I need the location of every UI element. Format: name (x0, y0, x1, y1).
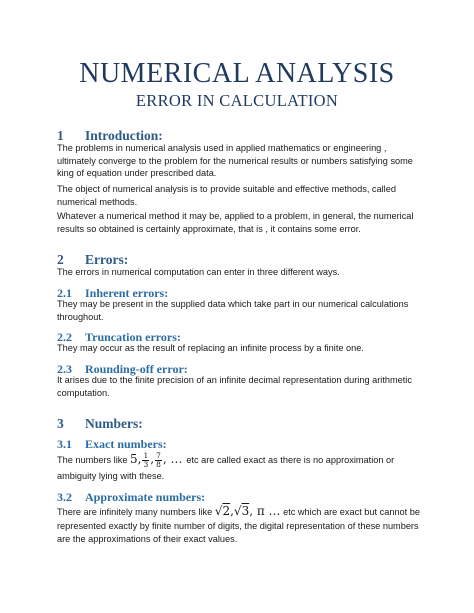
subsection-heading-approximate-numbers (57, 490, 205, 505)
fraction-numerator: 1 (143, 451, 149, 461)
subsection-title: Truncation errors: (85, 330, 181, 344)
section-number: 1 (57, 128, 64, 143)
text: etc are called exact as there is no approximation or ambiguity lying with these. (57, 455, 395, 482)
fraction-seven-eighths (155, 452, 162, 469)
paragraph: The object of numerical analysis is to provide suitable and effective methods, called numerical methods. (57, 184, 396, 207)
section-title: Introduction: (85, 128, 163, 143)
fraction-numerator: 7 (156, 451, 161, 461)
paragraph: They may occur as the result of replacing an infinite process by a finite one. (57, 343, 364, 353)
section-title: Errors: (85, 252, 129, 267)
fraction-one-third (142, 452, 149, 469)
subsection-heading-exact-numbers (57, 437, 167, 452)
fraction-denominator: 3 (143, 460, 149, 470)
document-title: NUMERICAL ANALYSIS (79, 58, 395, 89)
paragraph: They may be present in the supplied data which take part in our numerical calculations throughout. (57, 299, 409, 322)
math-pi-ellipsis: π … (256, 504, 281, 518)
paragraph: Whatever a numerical method it may be, applied to a problem, in general, the numerical results so obtained is certainly approximate, that is , it contains some error. (57, 211, 414, 234)
section-heading-numbers (57, 416, 143, 432)
math-ellipsis: , … (162, 452, 187, 466)
paragraph: The errors in numerical computation can enter in three different ways. (57, 267, 340, 277)
radicand: 2 (222, 504, 231, 518)
section-number: 2 (57, 252, 64, 267)
subsection-number: 2.1 (57, 286, 72, 300)
sqrt-symbol: √ (214, 504, 223, 518)
subsection-number: 3.1 (57, 437, 72, 451)
subsection-number: 2.3 (57, 362, 72, 376)
subsection-title: Approximate numbers: (85, 490, 206, 504)
paragraph: The problems in numerical analysis used in applied mathematics or engineering , ultimately converge to the problem for the numerical results or numbers satisfying some king of equation under prescribed data. (57, 143, 413, 178)
document-subtitle: ERROR IN CALCULATION (135, 91, 339, 110)
sqrt-two (215, 504, 230, 518)
section-title: Numbers: (85, 416, 143, 431)
sqrt-three (234, 504, 249, 518)
fraction-denominator: 8 (156, 460, 161, 470)
paragraph-approximate-numbers (57, 505, 422, 547)
paragraph-exact-numbers (57, 452, 422, 484)
subsection-title: Inherent errors: (85, 286, 169, 300)
text: etc which are exact but cannot be represented exactly by finite number of digits, the digital representation of these numbers are the approximations of their exact values. (57, 507, 420, 544)
text: There are infinitely many numbers like (57, 507, 215, 517)
section-number: 3 (57, 416, 64, 431)
paragraph: It arises due to the finite precision of an infinite decimal representation during arithmetic computation. (57, 375, 412, 398)
text: The numbers like (57, 455, 131, 465)
subsection-title: Exact numbers: (85, 437, 167, 451)
sqrt-symbol: √ (233, 504, 242, 518)
math-comma: , (150, 452, 155, 466)
radicand: 3 (241, 504, 250, 518)
subsection-number: 3.2 (57, 490, 72, 504)
subsection-title: Rounding-off error: (85, 362, 188, 376)
math-comma: , (249, 504, 257, 518)
subsection-number: 2.2 (57, 330, 72, 344)
math-five: 5, (130, 452, 142, 466)
math-comma: , (230, 504, 234, 518)
